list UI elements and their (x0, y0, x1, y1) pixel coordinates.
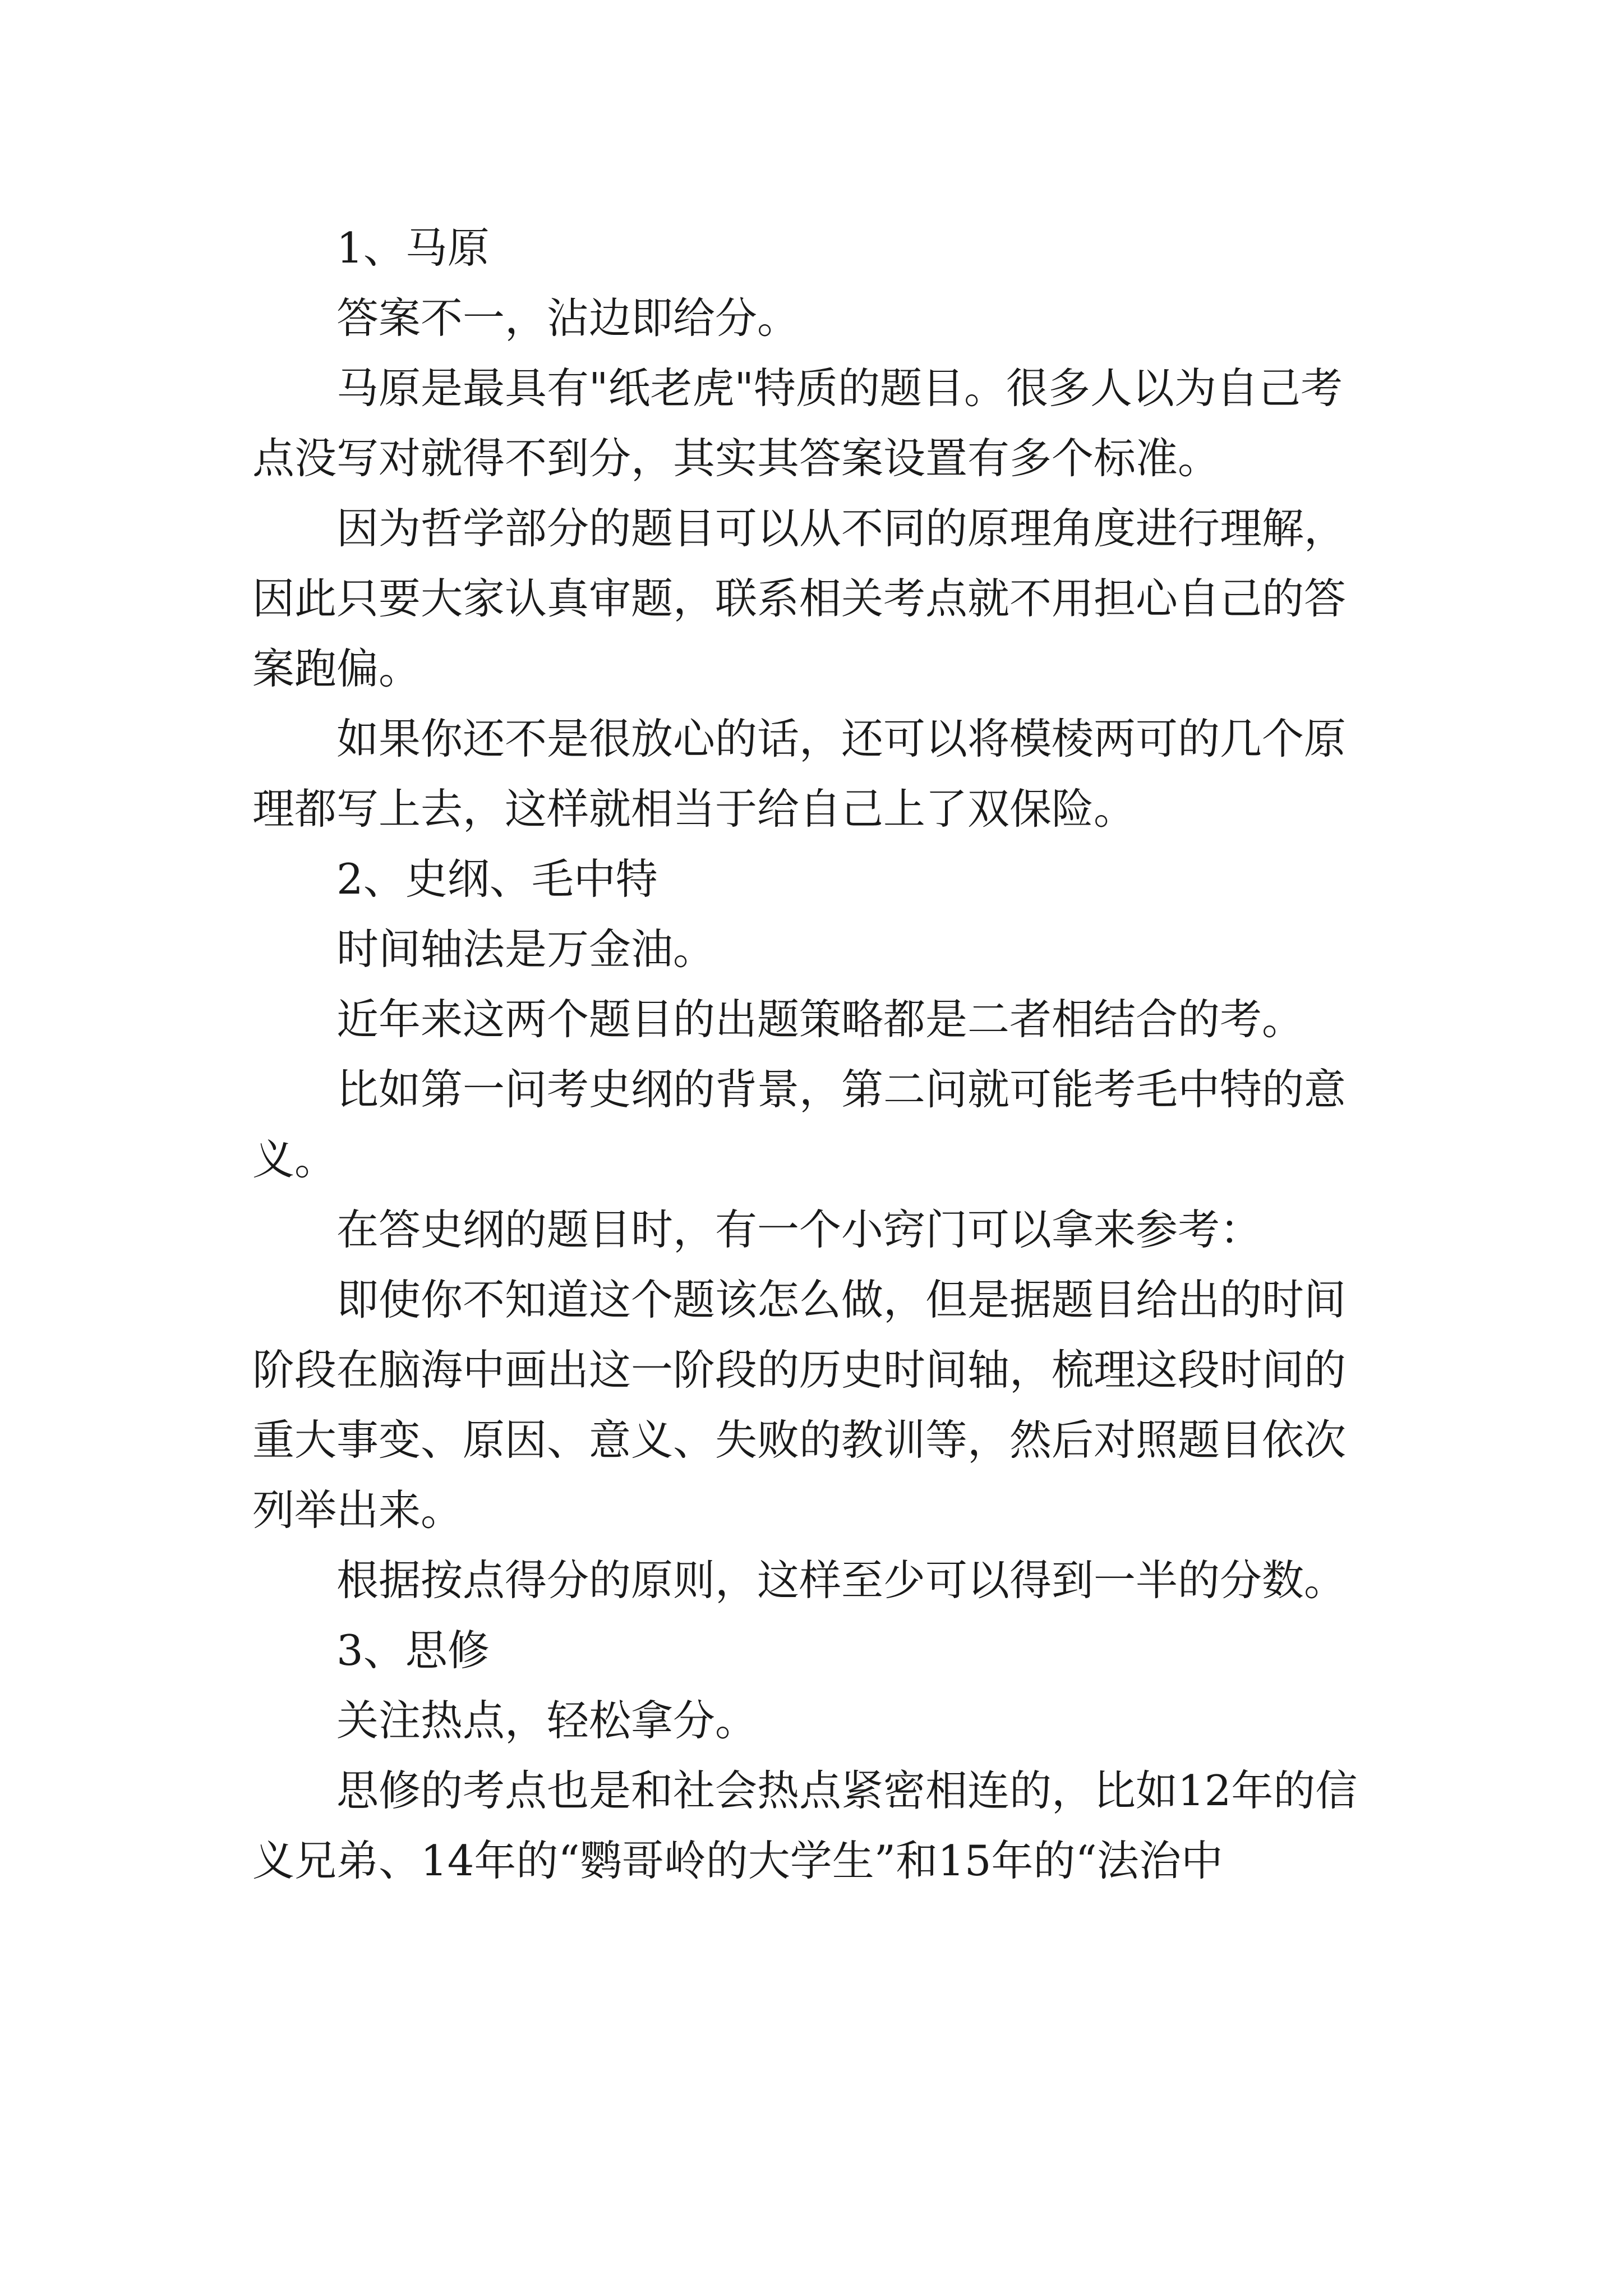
paragraph: 关注热点，轻松拿分。 (336, 1696, 758, 1745)
paragraph: 马原是最具有"纸老虎"特质的题目。很多人以为自己考点没写对就得不到分，其实其答案设置有多个标准。 (252, 364, 1343, 483)
paragraph: 思修的考点也是和社会热点紧密相连的，比如12年的信义兄弟、14年的“鹦哥岭的大学生”和15年的“法治中 (252, 1766, 1358, 1885)
paragraph: 如果你还不是很放心的话，还可以将模棱两可的几个原理都写上去，这样就相当于给自己上了双保险。 (252, 714, 1347, 834)
paragraph: 因为哲学部分的题目可以从不同的原理角度进行理解，因此只要大家认真审题，联系相关考点就不用担心自己的答案跑偏。 (252, 504, 1347, 693)
paragraph: 时间轴法是万金油。 (336, 924, 716, 974)
paragraph: 比如第一问考史纲的背景，第二问就可能考毛中特的意义。 (252, 1065, 1347, 1184)
heading-history-mao: 2、史纲、毛中特 (336, 854, 658, 904)
paragraph: 根据按点得分的原则，这样至少可以得到一半的分数。 (336, 1556, 1347, 1605)
heading-marxism: 1、马原 (336, 223, 490, 273)
paragraph: 答案不一，沾边即给分。 (336, 293, 800, 343)
paragraph: 近年来这两个题目的出题策略都是二者相结合的考。 (336, 995, 1304, 1044)
paragraph: 即使你不知道这个题该怎么做，但是据题目给出的时间阶段在脑海中画出这一阶段的历史时间轴，梳理这段时间的重大事变、原因、意义、失败的教训等，然后对照题目依次列举出来。 (252, 1275, 1347, 1535)
paragraph: 在答史纲的题目时，有一个小窍门可以拿来参考： (336, 1205, 1262, 1254)
document-page (252, 213, 1380, 1896)
heading-ethics: 3、思修 (336, 1626, 490, 1675)
